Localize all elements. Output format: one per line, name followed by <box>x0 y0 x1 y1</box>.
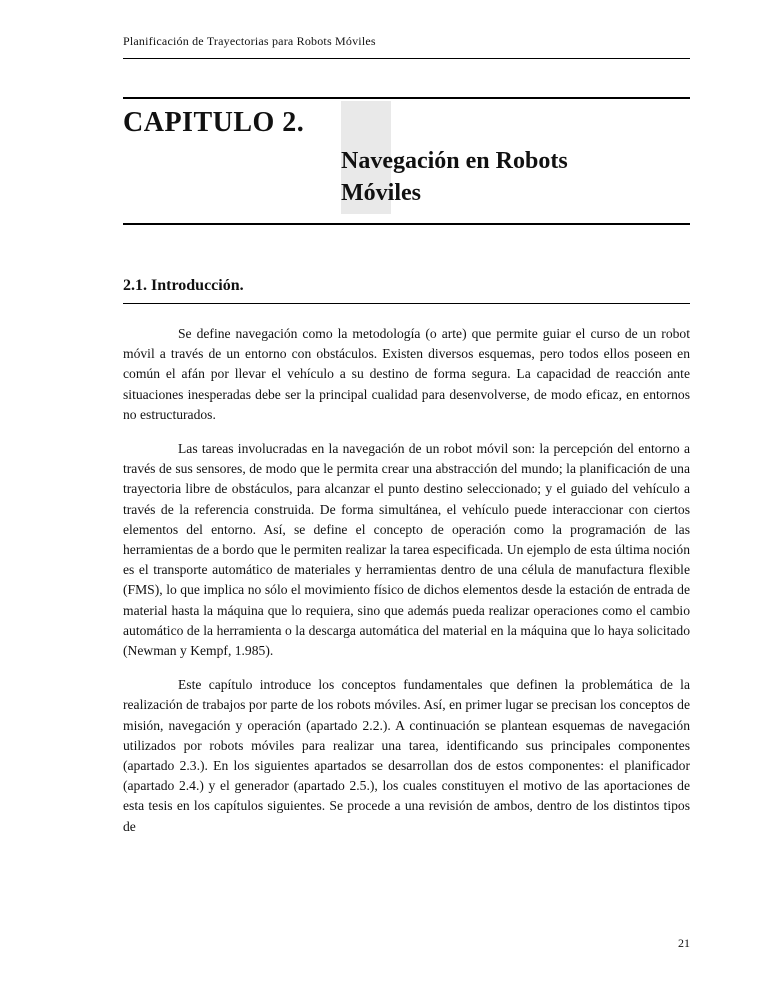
chapter-number-label: CAPITULO 2. <box>123 107 305 138</box>
paragraph-1: Se define navegación como la metodología (o arte) que permite guiar el curso de un robot móvil a través de un entorno con obstáculos. Existen diversos esquemas, pero todos ellos poseen en común el afán por llevar el vehículo a su destino de forma segura. La capacidad de reacción ante situaciones inesperadas debe ser la principal cualidad para desenvolverse, de modo eficaz, en entornos no estructurados. <box>123 326 690 422</box>
section-heading: 2.1. Introducción. <box>123 277 690 304</box>
paragraph-3: Este capítulo introduce los conceptos fundamentales que definen la problemática de la realización de trabajos por parte de los robots móviles. Así, en primer lugar se precisan los conceptos de misión, navegación y operación (apartado 2.2.). A continuación se plantean esquemas de navegación utilizados por robots móviles para realizar una tarea, identificando sus principales componentes (apartado 2.3.). En los siguientes apartados se desarrollan dos de estos componentes: el planificador (apartado 2.4.) y el generador (apartado 2.5.), los cuales constituyen el motivo de las aportaciones de esta tesis en los capítulos siguientes. Se procede a una revisión de ambos, dentro de los distintos tipos de <box>123 677 690 834</box>
running-header: Planificación de Trayectorias para Robots Móviles <box>123 34 690 59</box>
paragraph-2: Las tareas involucradas en la navegación de un robot móvil son: la percepción del entorno a través de sus sensores, de modo que le permita crear una abstracción del mundo; la planificación de una trayectoria libre de obstáculos, para alcanzar el punto destino seleccionado; y el guiado del vehículo a través de la referencia construida. De forma simultánea, el vehículo puede interaccionar con ciertos elementos del entorno. Así, se define el concepto de operación como la programación de las herramientas de a bordo que le permiten realizar la tarea especificada. Un ejemplo de esta última noción es el transporte automático de materiales y herramientas dentro de una célula de manufactura flexible (FMS), lo que implica no sólo el movimiento físico de dichos elementos desde la estación de entrada de material hasta la máquina que lo requiera, sino que además pueda realizar operaciones como el cambio automático de la herramienta o la descarga automática del material en la máquina que lo haya solicitado (Newman y Kempf, 1.985). <box>123 441 690 659</box>
chapter-title: Navegación en Robots Móviles <box>341 148 568 206</box>
chapter-title-block <box>123 97 690 225</box>
page-number: 21 <box>678 936 690 950</box>
body-text <box>123 324 690 851</box>
